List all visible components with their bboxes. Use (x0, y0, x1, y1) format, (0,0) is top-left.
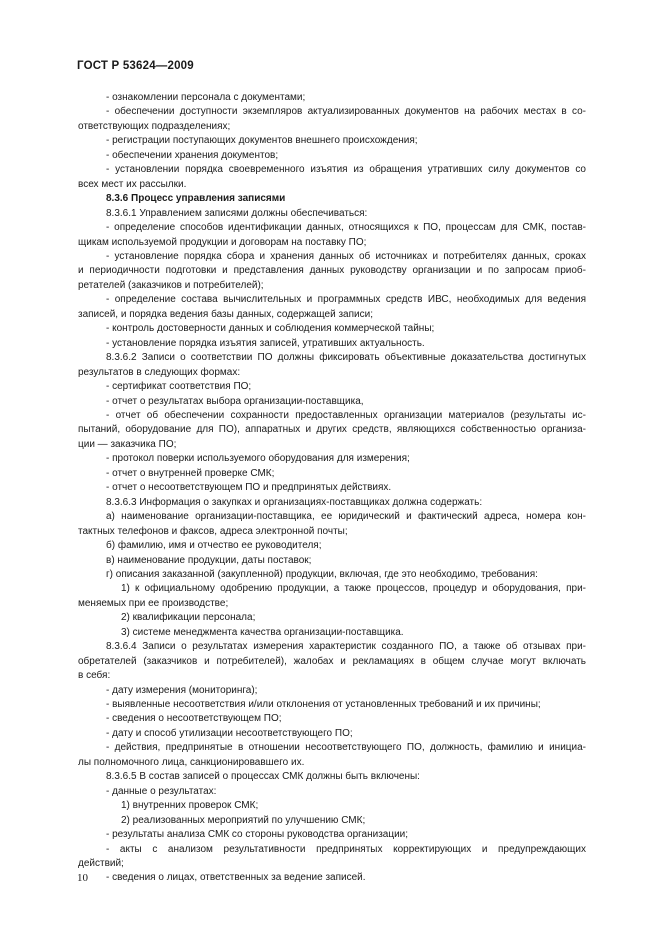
text-line: - установление порядка сбора и хранения данных об источниках и потребителях данных, сроках (106, 250, 586, 262)
text-line: б) фамилию, имя и отчество ее руководителя; (106, 540, 322, 552)
text-line: - определение способов идентификации данных, относящихся к ПО, процессам для СМК, постав- (106, 222, 586, 234)
text-line: в себя: (78, 670, 111, 682)
text-line: - дату и способ утилизации несоответствующего ПО; (106, 727, 353, 739)
text-line: - сертификат соответствия ПО; (106, 381, 252, 393)
text-line: тактных телефонов и факсов, адреса электронной почты; (78, 525, 348, 537)
text-line: 1) к официальному одобрению продукции, а также процессов, процедур и оборудования, при- (121, 583, 586, 595)
page-number: 10 (77, 872, 88, 884)
text-line: - акты с анализом результативности предпринятых корректирующих и предупреждающих (106, 843, 586, 855)
text-line: всех мест их рассылки. (78, 178, 187, 190)
text-line: ретателей (заказчиков и потребителей); (78, 279, 264, 291)
text-line: - выявленные несоответствия и/или отклонения от установленных требований и их причины; (106, 699, 541, 711)
text-line: ответствующих подразделениях; (78, 120, 231, 132)
text-line: - обеспечении хранения документов; (106, 149, 279, 161)
text-line: - дату измерения (мониторинга); (106, 684, 258, 696)
text-line: и периодичности подготовки и представления данных руководству организации и по запросам приоб- (78, 265, 586, 277)
text-line: - отчет о результатах выбора организации-поставщика, (106, 395, 364, 407)
document-header: ГОСТ Р 53624—2009 (77, 60, 194, 72)
text-line: - отчет о несоответствующем ПО и предпринятых действиях. (106, 482, 392, 494)
text-line: 8.3.6.1 Управлением записями должны обеспечиваться: (106, 207, 368, 219)
text-line: пытаний, оборудование для ПО), аппаратных и других средств, являющихся собственностью организа- (78, 424, 586, 436)
text-line: 1) внутренних проверок СМК; (121, 800, 259, 812)
text-line: результатов в следующих формах: (78, 366, 241, 378)
text-line: - обеспечении доступности экземпляров актуализированных документов на рабочих местах в со- (106, 106, 586, 118)
text-line: 3) системе менеджмента качества организации-поставщика. (121, 626, 404, 638)
text-line: - регистрации поступающих документов внешнего происхождения; (106, 135, 418, 147)
text-line: 2) квалификации персонала; (121, 612, 256, 624)
text-line: - данные о результатах: (106, 785, 217, 797)
text-line: ции — заказчика ПО; (78, 438, 177, 450)
text-line: - отчет о внутренней проверке СМК; (106, 467, 275, 479)
text-line: - сведения о лицах, ответственных за ведение записей. (106, 872, 366, 884)
text-line: лы полномочного лица, санкционировавшего их. (78, 756, 305, 768)
text-line: - действия, предпринятые в отношении несоответствующего ПО, должность, фамилию и инициа- (106, 742, 586, 754)
text-line: 8.3.6.2 Записи о соответствии ПО должны фиксировать объективные доказательства достигнутых (106, 352, 586, 364)
text-line: 8.3.6.5 В состав записей о процессах СМК должны быть включены: (106, 771, 420, 783)
text-line: - отчет об обеспечении сохранности предоставленных организации материалов (результаты ис- (106, 409, 586, 421)
text-line: действий; (78, 858, 124, 870)
text-line: 2) реализованных мероприятий по улучшению СМК; (121, 814, 366, 826)
text-line: меняемых при ее производстве; (78, 597, 229, 609)
text-line: - установление порядка изъятия записей, утративших актуальность. (106, 337, 425, 349)
text-line: а) наименование организации-поставщика, ее юридический и фактический адреса, номера кон- (106, 511, 586, 523)
text-line: 8.3.6 Процесс управления записями (106, 193, 286, 205)
text-line: 8.3.6.3 Информация о закупках и организациях-поставщиках должна содержать: (106, 496, 483, 508)
text-line: - установлении порядка своевременного изъятия из обращения утративших силу документов со (106, 164, 586, 176)
text-line: в) наименование продукции, даты поставок; (106, 554, 312, 566)
text-line: - определение состава вычислительных и программных средств ИВС, необходимых для ведения (106, 294, 586, 306)
document-body (78, 91, 586, 886)
text-line: щикам используемой продукции и договорам на поставку ПО; (78, 236, 367, 248)
text-line: - ознакомлении персонала с документами; (106, 92, 306, 103)
text-line: 8.3.6.4 Записи о результатах измерения характеристик созданного ПО, а также об отзывах при- (106, 641, 586, 653)
text-line: г) описания заказанной (закупленной) продукции, включая, где это необходимо, требования: (106, 568, 538, 580)
text-line: - результаты анализа СМК со стороны руководства организации; (106, 829, 409, 841)
text-line: записей, и порядка ведения базы данных, содержащей записи; (78, 308, 373, 320)
text-line: - протокол поверки используемого оборудования для измерения; (106, 453, 410, 465)
text-line: - контроль достоверности данных и соблюдения коммерческой тайны; (106, 323, 435, 335)
text-line: обретателей (заказчиков и потребителей), жалобах и рекламациях в общем случае могут включать (78, 655, 586, 667)
text-line: - сведения о несоответствующем ПО; (106, 713, 282, 725)
